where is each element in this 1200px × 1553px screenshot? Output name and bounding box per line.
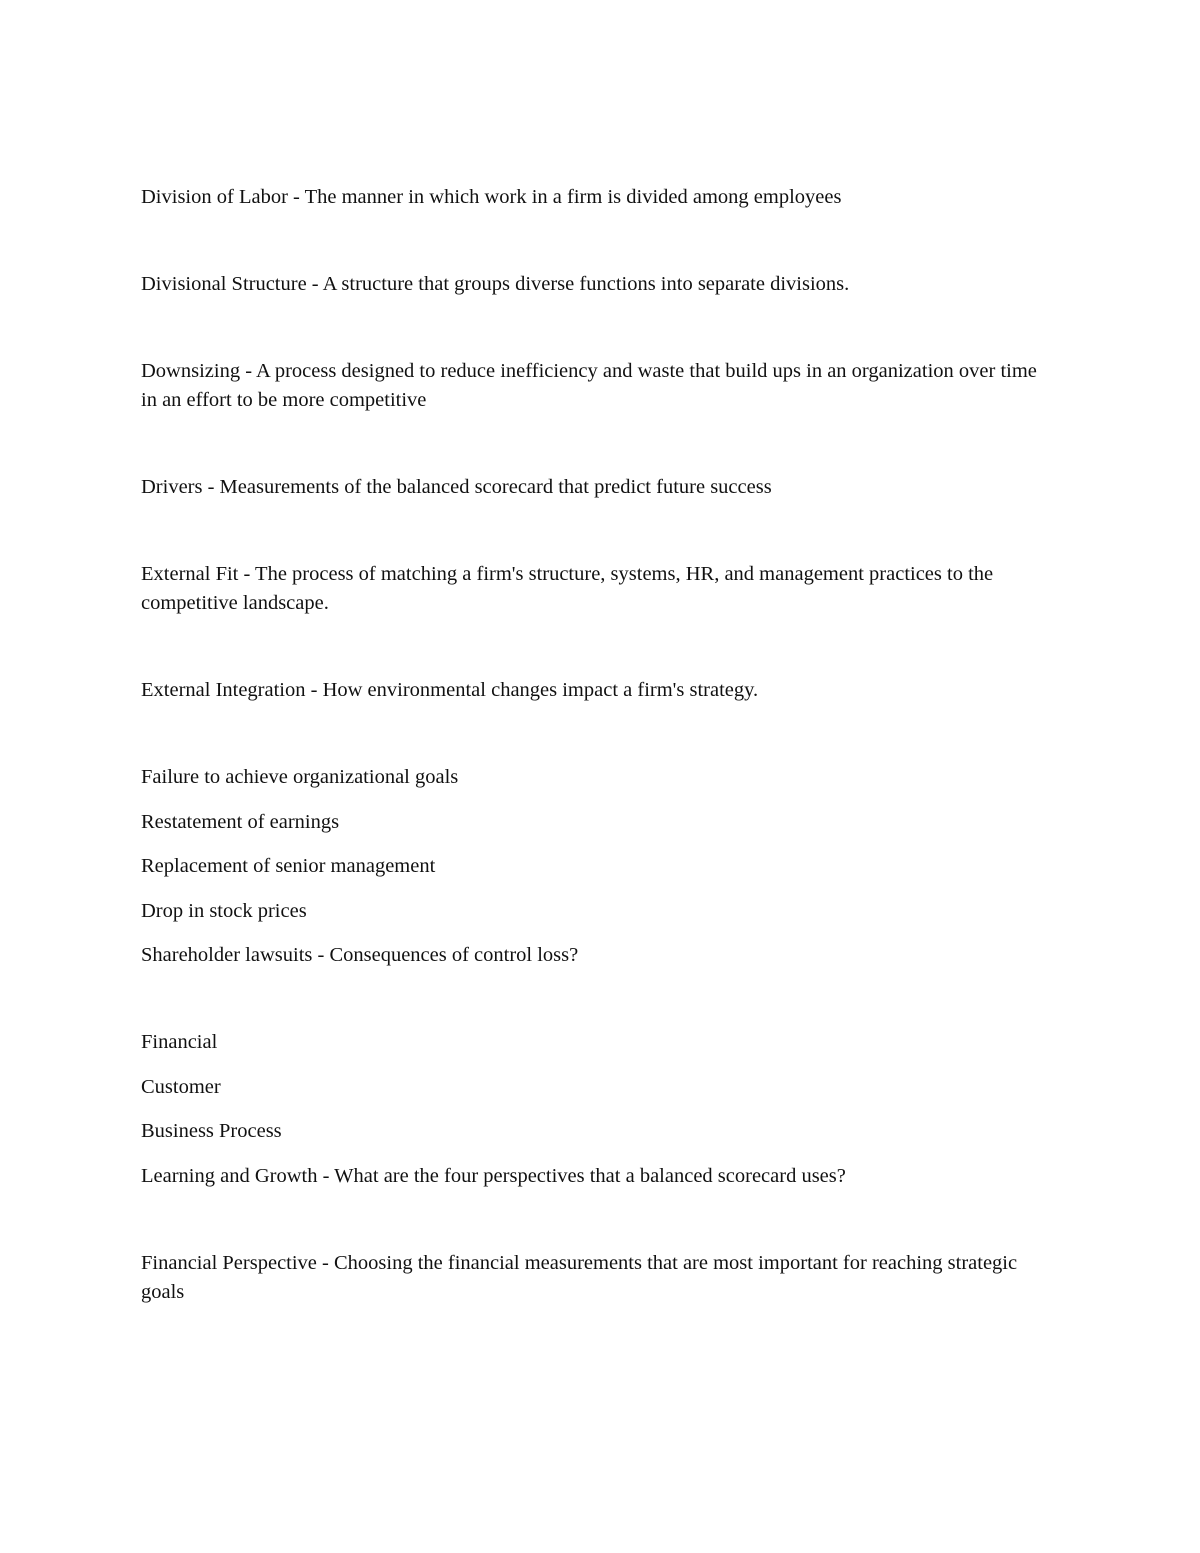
list-item: Financial bbox=[141, 1031, 218, 1053]
list-item: Shareholder lawsuits - Consequences of control loss? bbox=[141, 944, 579, 966]
entry-drivers: Drivers - Measurements of the balanced scorecard that predict future success bbox=[141, 476, 772, 498]
entry-division-of-labor: Division of Labor - The manner in which work in a firm is divided among employees bbox=[141, 186, 842, 208]
entry-control-loss bbox=[141, 763, 1041, 970]
list-item: Drop in stock prices bbox=[141, 899, 307, 922]
entry-downsizing: Downsizing - A process designed to reduce inefficiency and waste that build ups in an organization over time in an effort to be more competitive bbox=[141, 360, 1037, 411]
list-item: Failure to achieve organizational goals bbox=[141, 766, 459, 788]
entry-divisional-structure: Divisional Structure - A structure that groups diverse functions into separate divisions. bbox=[141, 273, 850, 295]
list-item: Learning and Growth - What are the four perspectives that a balanced scorecard uses? bbox=[141, 1164, 846, 1187]
list-item: Business Process bbox=[141, 1120, 282, 1142]
entry-financial-perspective: Financial Perspective - Choosing the financial measurements that are most important for reaching strategic goals bbox=[141, 1251, 1018, 1303]
entry-four-perspectives bbox=[141, 1028, 1041, 1191]
entry-external-fit: External Fit - The process of matching a firm's structure, systems, HR, and management practices to the competitive landscape. bbox=[141, 563, 994, 614]
list-item: Replacement of senior management bbox=[141, 855, 436, 877]
list-item: Customer bbox=[141, 1075, 221, 1098]
document-page bbox=[141, 183, 1041, 1365]
list-item: Restatement of earnings bbox=[141, 810, 340, 833]
entry-external-integration: External Integration - How environmental changes impact a firm's strategy. bbox=[141, 679, 759, 701]
